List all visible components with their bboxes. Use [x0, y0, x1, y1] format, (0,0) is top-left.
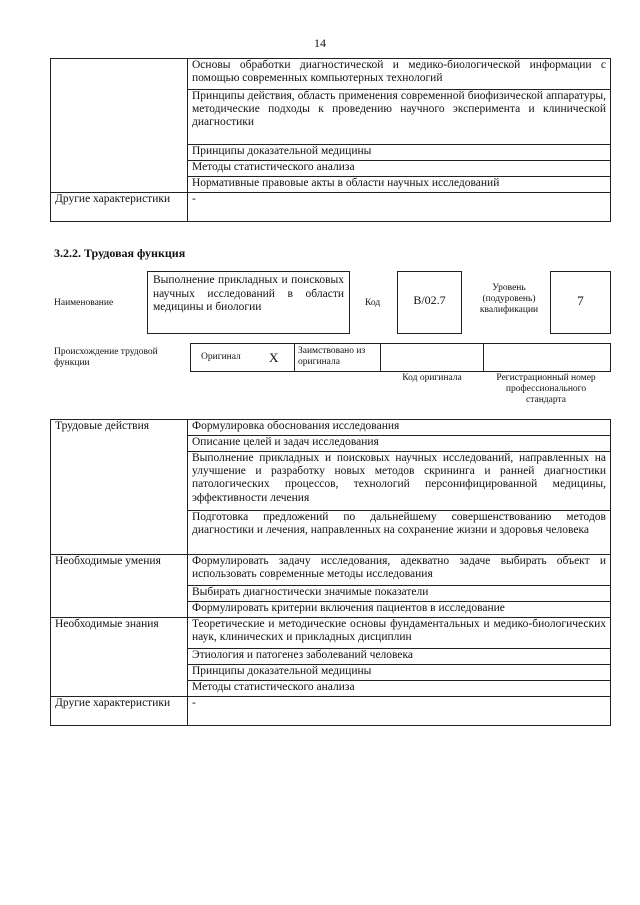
section-title: 3.2.2. Трудовая функция: [54, 246, 186, 260]
reg-number-caption: Регистрационный номер профессионального стандарта: [496, 373, 596, 405]
table-cell: Подготовка предложений по дальнейшему совершенствованию методов диагностики и лечения, направленных на сохранение жизни и здоровья человека: [188, 511, 611, 555]
origin-box: [190, 343, 611, 372]
table-cell: Формулировать критерии включения пациентов в исследование: [188, 602, 611, 618]
main-table: [50, 419, 611, 726]
other-label: Другие характеристики: [51, 697, 188, 726]
top-table-other-label: Другие характеристики: [51, 193, 188, 222]
top-table-empty-label: [51, 59, 188, 193]
code-label: Код: [365, 298, 381, 308]
table-cell: Формулировать задачу исследования, адекватно задаче выбирать объект и использовать современные методы исследования: [188, 555, 611, 586]
origin-divider: [483, 344, 484, 371]
top-table-item: Методы статистического анализа: [188, 161, 611, 177]
origin-divider: [294, 344, 295, 371]
original-label: Оригинал: [201, 352, 241, 362]
original-mark: X: [269, 350, 279, 365]
table-cell: Описание целей и задач исследования: [188, 436, 611, 452]
top-table: [50, 58, 611, 222]
table-cell: Этиология и патогенез заболеваний человека: [188, 649, 611, 665]
top-table-item: Принципы доказательной медицины: [188, 145, 611, 161]
name-value: Выполнение прикладных и поисковых научных исследований в области медицины и биологии: [147, 271, 350, 334]
code-value: B/02.7: [397, 271, 462, 334]
name-label: Наименование: [54, 298, 114, 308]
table-cell: Методы статистического анализа: [188, 681, 611, 697]
code-original-caption: Код оригинала: [402, 373, 462, 383]
group-label: Трудовые действия: [51, 420, 188, 555]
table-cell: Выполнение прикладных и поисковых научных исследований, направленных на улучшение и разработку новых методов скрининга и ранней диагностики патологических процессов, технологий персонифицированной медицины, эффективности лечения: [188, 452, 611, 511]
top-table-other-value: -: [188, 193, 611, 222]
top-table-item: Нормативные правовые акты в области научных исследований: [188, 177, 611, 193]
other-value: -: [188, 697, 611, 726]
table-cell: Выбирать диагностически значимые показатели: [188, 586, 611, 602]
origin-label: Происхождение трудовой функции: [54, 347, 158, 368]
origin-divider: [380, 344, 381, 371]
table-cell: Теоретические и методические основы фундаментальных и медико-биологических наук, клинических и прикладных дисциплин: [188, 618, 611, 649]
table-cell: Формулировка обоснования исследования: [188, 420, 611, 436]
top-table-item: Принципы действия, область применения современной биофизической аппаратуры, методические подходы к проведению научного эксперимента и клинической диагностики: [188, 90, 611, 145]
page-number: 14: [314, 36, 326, 50]
level-label: Уровень (подуровень) квалификации: [479, 283, 539, 315]
borrowed-label: Заимствовано из оригинала: [298, 346, 366, 367]
group-label: Необходимые умения: [51, 555, 188, 618]
top-table-item: Основы обработки диагностической и медико-биологической информации с помощью современных компьютерных технологий: [188, 59, 611, 90]
level-value: 7: [550, 271, 611, 334]
table-cell: Принципы доказательной медицины: [188, 665, 611, 681]
group-label: Необходимые знания: [51, 618, 188, 697]
